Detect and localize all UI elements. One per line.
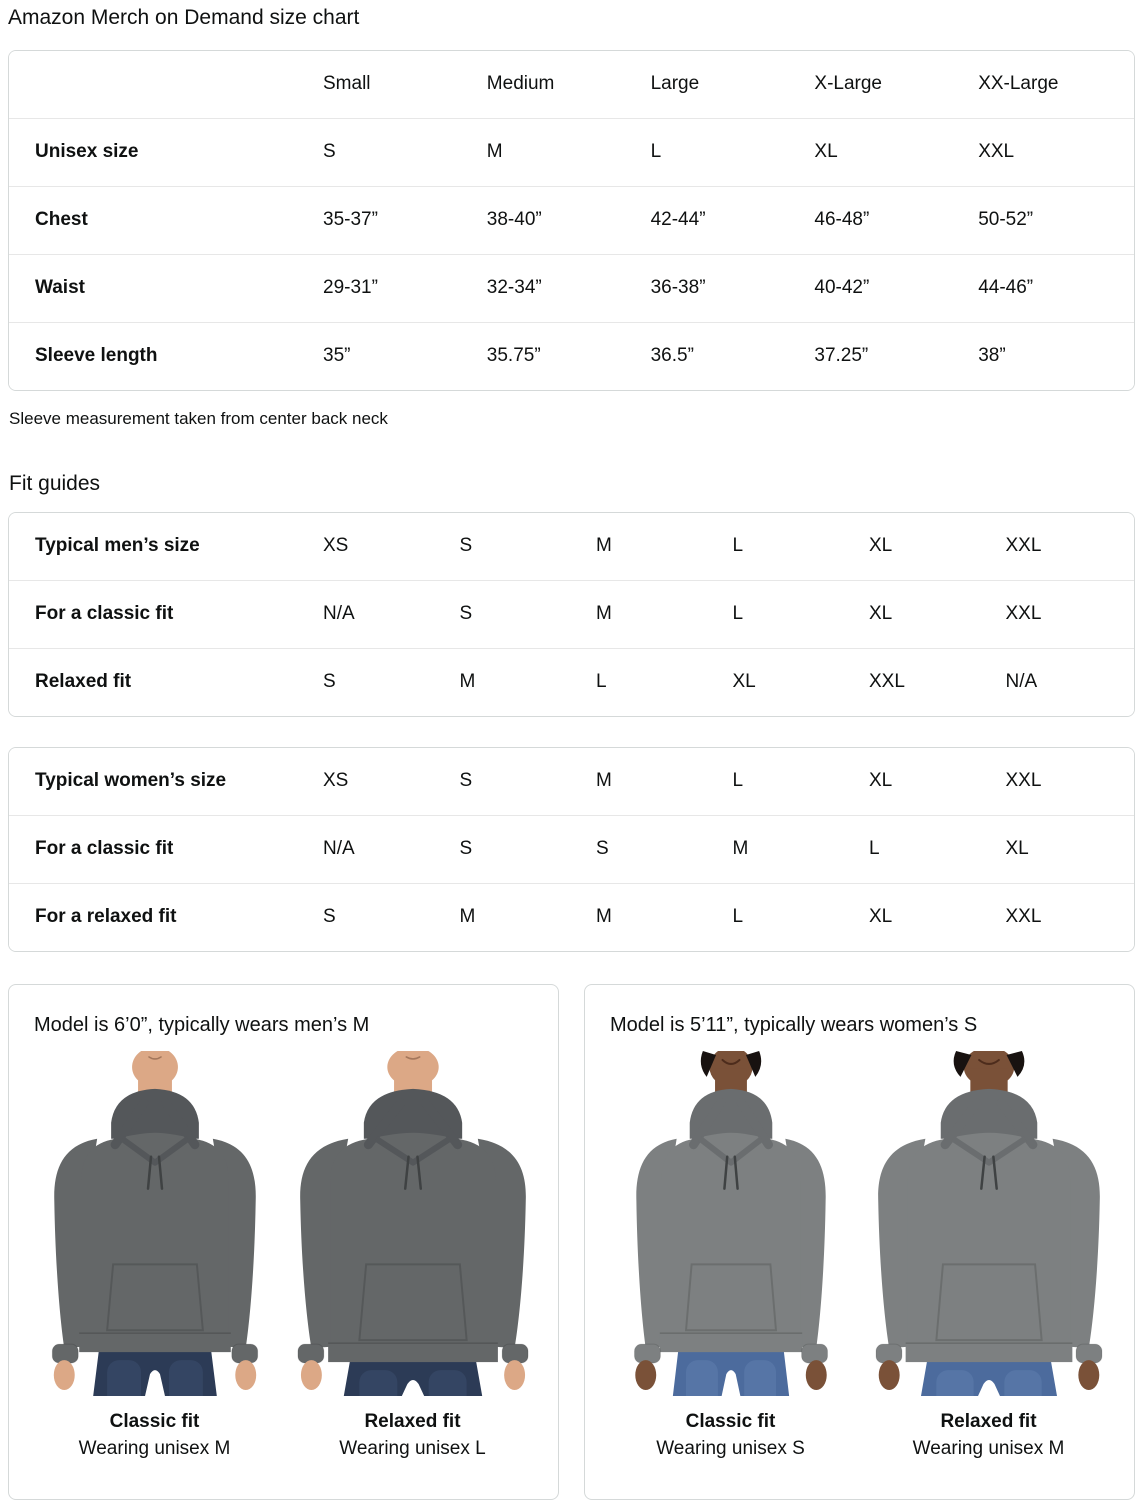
fit-wearing-label: Wearing unisex M (912, 1437, 1065, 1459)
fit-value-cell: L (596, 671, 607, 693)
fit-value-cell: S (323, 671, 336, 693)
fit-name-label: Classic fit (685, 1411, 776, 1433)
column-header-large: Large (650, 73, 700, 95)
model-figure (29, 1051, 281, 1463)
table-row-waist (9, 254, 1134, 322)
row-label: For a relaxed fit (35, 906, 177, 928)
model-photo-women-relaxed (863, 1051, 1115, 1396)
fit-value-cell: M (596, 770, 612, 792)
fit-value-cell: S (323, 906, 336, 928)
row-label: Sleeve length (35, 345, 158, 367)
size-value-cell: 50-52” (978, 209, 1034, 231)
size-value-cell: 35-37” (323, 209, 378, 231)
model-figure (287, 1051, 539, 1463)
fit-value-cell: XL (869, 770, 893, 792)
fit-value-cell: N/A (323, 838, 355, 860)
fit-value-cell: L (732, 770, 744, 792)
size-value-cell: 44-46” (978, 277, 1034, 299)
fit-value-cell: M (596, 535, 612, 557)
fit-value-cell: XS (323, 770, 349, 792)
size-value-cell: 36-38” (650, 277, 706, 299)
fit-wearing-label: Wearing unisex M (78, 1437, 231, 1459)
fit-value-cell: S (459, 770, 473, 792)
fit-value-cell: M (459, 671, 476, 693)
table-row-men-relaxed-fit (9, 648, 1134, 716)
size-value-cell: 35” (323, 345, 351, 367)
page-title: Amazon Merch on Demand size chart (8, 6, 360, 29)
fit-wearing-label: Wearing unisex S (656, 1437, 805, 1459)
fit-value-cell: XL (1005, 838, 1029, 860)
table-row-women-relaxed-fit (9, 883, 1134, 951)
model-card-title: Model is 5’11”, typically wears women’s S (610, 1014, 978, 1037)
model-photo-men-classic (29, 1051, 281, 1396)
fit-value-cell: L (732, 603, 744, 625)
fit-value-cell: XXL (1005, 770, 1042, 792)
size-value-cell: 42-44” (650, 209, 706, 231)
fit-guide-men-table (8, 512, 1135, 717)
size-value-cell: 35.75” (486, 345, 541, 367)
fit-value-cell: M (596, 603, 612, 625)
fit-value-cell: XL (869, 603, 893, 625)
size-value-cell: S (323, 141, 336, 163)
fit-value-cell: M (732, 838, 749, 860)
model-card-title: Model is 6’0”, typically wears men’s M (34, 1014, 370, 1037)
size-value-cell: XXL (978, 141, 1015, 163)
fit-value-cell: XXL (1005, 603, 1042, 625)
column-header-xxlarge: XX-Large (978, 73, 1059, 95)
fit-value-cell: M (596, 906, 612, 928)
fit-value-cell: L (732, 906, 744, 928)
table-row-unisex-size (9, 118, 1134, 186)
fit-value-cell: S (459, 535, 473, 557)
fit-value-cell: XXL (1005, 535, 1042, 557)
model-cards (8, 984, 1135, 1500)
size-value-cell: L (650, 141, 662, 163)
size-value-cell: 46-48” (814, 209, 870, 231)
model-photo-women-classic (605, 1051, 857, 1396)
fit-value-cell: S (596, 838, 609, 860)
row-label: Chest (35, 209, 88, 231)
row-label: Relaxed fit (35, 671, 132, 693)
column-header-small: Small (323, 73, 371, 95)
fit-value-cell: N/A (323, 603, 355, 625)
size-value-cell: 38” (978, 345, 1006, 367)
fit-value-cell: S (459, 838, 473, 860)
size-table (8, 50, 1135, 391)
model-figure (863, 1051, 1115, 1463)
size-value-cell: 32-34” (486, 277, 542, 299)
row-label: Typical men’s size (35, 535, 200, 557)
row-label: Typical women’s size (35, 770, 227, 792)
table-row-sleeve-length (9, 322, 1134, 390)
size-value-cell: XL (814, 141, 838, 163)
size-table-header-row (9, 51, 1134, 118)
table-row-chest (9, 186, 1134, 254)
fit-value-cell: L (732, 535, 744, 557)
fit-value-cell: XS (323, 535, 349, 557)
table-row-women-classic-fit (9, 815, 1134, 883)
model-figure (605, 1051, 857, 1463)
row-label: Unisex size (35, 141, 139, 163)
size-value-cell: 40-42” (814, 277, 870, 299)
fit-value-cell: XL (732, 671, 756, 693)
fit-value-cell: M (459, 906, 476, 928)
fit-guides-heading: Fit guides (9, 472, 101, 496)
fit-value-cell: L (869, 838, 880, 860)
size-value-cell: 37.25” (814, 345, 869, 367)
table-row-men-classic-fit (9, 580, 1134, 648)
row-label: For a classic fit (35, 603, 174, 625)
column-header-xlarge: X-Large (814, 73, 882, 95)
table-row-typical-mens-size (9, 513, 1134, 580)
size-value-cell: 38-40” (486, 209, 542, 231)
table-row-typical-womens-size (9, 748, 1134, 815)
fit-value-cell: S (459, 603, 473, 625)
fit-name-label: Relaxed fit (940, 1411, 1037, 1433)
model-card-men (8, 984, 559, 1500)
row-label: Waist (35, 277, 85, 299)
model-card-women (584, 984, 1135, 1500)
model-photo-men-relaxed (287, 1051, 539, 1396)
size-value-cell: 29-31” (323, 277, 378, 299)
fit-guide-women-table (8, 747, 1135, 952)
fit-wearing-label: Wearing unisex L (339, 1437, 486, 1459)
sleeve-note: Sleeve measurement taken from center back neck (9, 409, 388, 429)
row-label: For a classic fit (35, 838, 174, 860)
fit-value-cell: XL (869, 906, 893, 928)
size-value-cell: 36.5” (650, 345, 694, 367)
fit-name-label: Relaxed fit (364, 1411, 461, 1433)
fit-value-cell: XXL (869, 671, 905, 693)
fit-value-cell: XL (869, 535, 893, 557)
fit-value-cell: N/A (1005, 671, 1038, 693)
column-header-medium: Medium (486, 73, 555, 95)
fit-value-cell: XXL (1005, 906, 1042, 928)
fit-name-label: Classic fit (109, 1411, 200, 1433)
size-value-cell: M (486, 141, 503, 163)
